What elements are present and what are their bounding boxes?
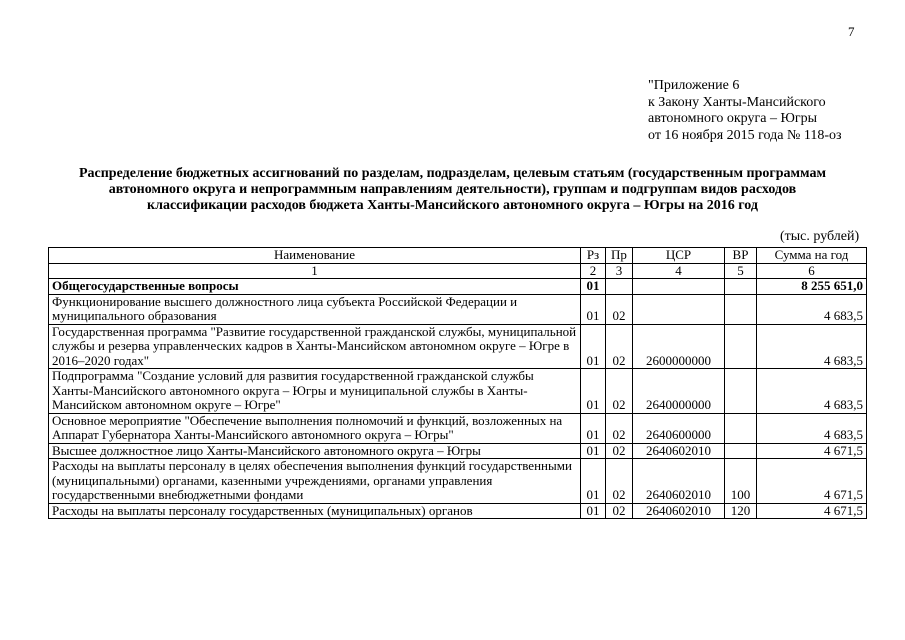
rz-cell: 01 — [581, 413, 606, 443]
title-line: Распределение бюджетных ассигнований по разделам, подразделам, целевым статьям (государственным программам — [78, 166, 827, 181]
name-cell: Расходы на выплаты персоналу государственных (муниципальных) органов — [49, 503, 581, 519]
vr-cell — [725, 324, 757, 369]
table-row — [49, 369, 867, 414]
csr-cell: 2600000000 — [633, 324, 725, 369]
page-number: 7 — [848, 24, 855, 39]
header-cell: Сумма на год — [757, 248, 867, 264]
column-number-cell: 5 — [725, 263, 757, 279]
column-number-row — [49, 263, 867, 279]
name-cell: Общегосударственные вопросы — [49, 279, 581, 295]
sum-cell: 8 255 651,0 — [757, 279, 867, 295]
pr-cell: 02 — [606, 459, 633, 504]
sum-cell: 4 683,5 — [757, 324, 867, 369]
appendix-line: к Закону Ханты-Мансийского — [648, 94, 826, 110]
header-cell: ЦСР — [633, 248, 725, 264]
csr-cell — [633, 294, 725, 324]
units-label: (тыс. рублей) — [780, 229, 860, 244]
appendix-reference — [648, 78, 842, 144]
vr-cell — [725, 443, 757, 459]
pr-cell — [606, 279, 633, 295]
column-number-cell: 1 — [49, 263, 581, 279]
header-cell: Рз — [581, 248, 606, 264]
sum-cell: 4 683,5 — [757, 294, 867, 324]
csr-cell: 2640600000 — [633, 413, 725, 443]
pr-cell: 02 — [606, 369, 633, 414]
column-number-cell: 3 — [606, 263, 633, 279]
vr-cell — [725, 294, 757, 324]
table-row — [49, 279, 867, 295]
rz-cell: 01 — [581, 503, 606, 519]
header-cell: Наименование — [49, 248, 581, 264]
table-row — [49, 294, 867, 324]
table-row — [49, 503, 867, 519]
name-cell: Высшее должностное лицо Ханты-Мансийского автономного округа – Югры — [49, 443, 581, 459]
table-row — [49, 324, 867, 369]
rz-cell: 01 — [581, 324, 606, 369]
vr-cell — [725, 369, 757, 414]
budget-table — [48, 247, 867, 519]
name-cell: Функционирование высшего должностного лица субъекта Российской Федерации и муниципального образования — [49, 294, 581, 324]
csr-cell: 2640602010 — [633, 459, 725, 504]
pr-cell: 02 — [606, 503, 633, 519]
sum-cell: 4 671,5 — [757, 459, 867, 504]
csr-cell — [633, 279, 725, 295]
appendix-line: от 16 ноября 2015 года № 118-оз — [648, 127, 842, 143]
name-cell: Государственная программа "Развитие государственной гражданской службы, муниципальной службы и резерва управленческих кадров в Ханты-Мансийском автономном округе – Югре в 2016–2020 годах" — [49, 324, 581, 369]
appendix-line: автономного округа – Югры — [648, 111, 817, 126]
pr-cell: 02 — [606, 413, 633, 443]
csr-cell: 2640602010 — [633, 503, 725, 519]
rz-cell: 01 — [581, 279, 606, 295]
vr-cell: 100 — [725, 459, 757, 504]
name-cell: Подпрограмма "Создание условий для развития государственной гражданской службы Ханты-Мансийского автономного округа – Югры и муниципальной службы в Ханты-Мансийском автономном округе – Югре" — [49, 369, 581, 414]
vr-cell — [725, 413, 757, 443]
table-row — [49, 443, 867, 459]
rz-cell: 01 — [581, 294, 606, 324]
name-cell: Расходы на выплаты персоналу в целях обеспечения выполнения функций государственными (муниципальными) органами, казенными учреждениями, органами управления государственными внебюджетными фондами — [49, 459, 581, 504]
rz-cell: 01 — [581, 443, 606, 459]
header-cell: Пр — [606, 248, 633, 264]
column-number-cell: 6 — [757, 263, 867, 279]
csr-cell: 2640000000 — [633, 369, 725, 414]
column-number-cell: 4 — [633, 263, 725, 279]
title-line: автономного округа и непрограммным направлениям деятельности), группам и подгруппам видов расходов — [108, 182, 797, 197]
table-row — [49, 413, 867, 443]
sum-cell: 4 683,5 — [757, 369, 867, 414]
vr-cell: 120 — [725, 503, 757, 519]
table-row — [49, 459, 867, 504]
document-title — [40, 166, 865, 214]
sum-cell: 4 671,5 — [757, 503, 867, 519]
rz-cell: 01 — [581, 369, 606, 414]
rz-cell: 01 — [581, 459, 606, 504]
csr-cell: 2640602010 — [633, 443, 725, 459]
header-cell: ВР — [725, 248, 757, 264]
pr-cell: 02 — [606, 443, 633, 459]
pr-cell: 02 — [606, 294, 633, 324]
sum-cell: 4 671,5 — [757, 443, 867, 459]
appendix-line: "Приложение 6 — [648, 78, 740, 93]
table-header-row — [49, 248, 867, 264]
title-line: классификации расходов бюджета Ханты-Мансийского автономного округа – Югры на 2016 год — [147, 198, 758, 213]
column-number-cell: 2 — [581, 263, 606, 279]
sum-cell: 4 683,5 — [757, 413, 867, 443]
pr-cell: 02 — [606, 324, 633, 369]
vr-cell — [725, 279, 757, 295]
name-cell: Основное мероприятие "Обеспечение выполнения полномочий и функций, возложенных на Аппарат Губернатора Ханты-Мансийского автономного округа – Югры" — [49, 413, 581, 443]
